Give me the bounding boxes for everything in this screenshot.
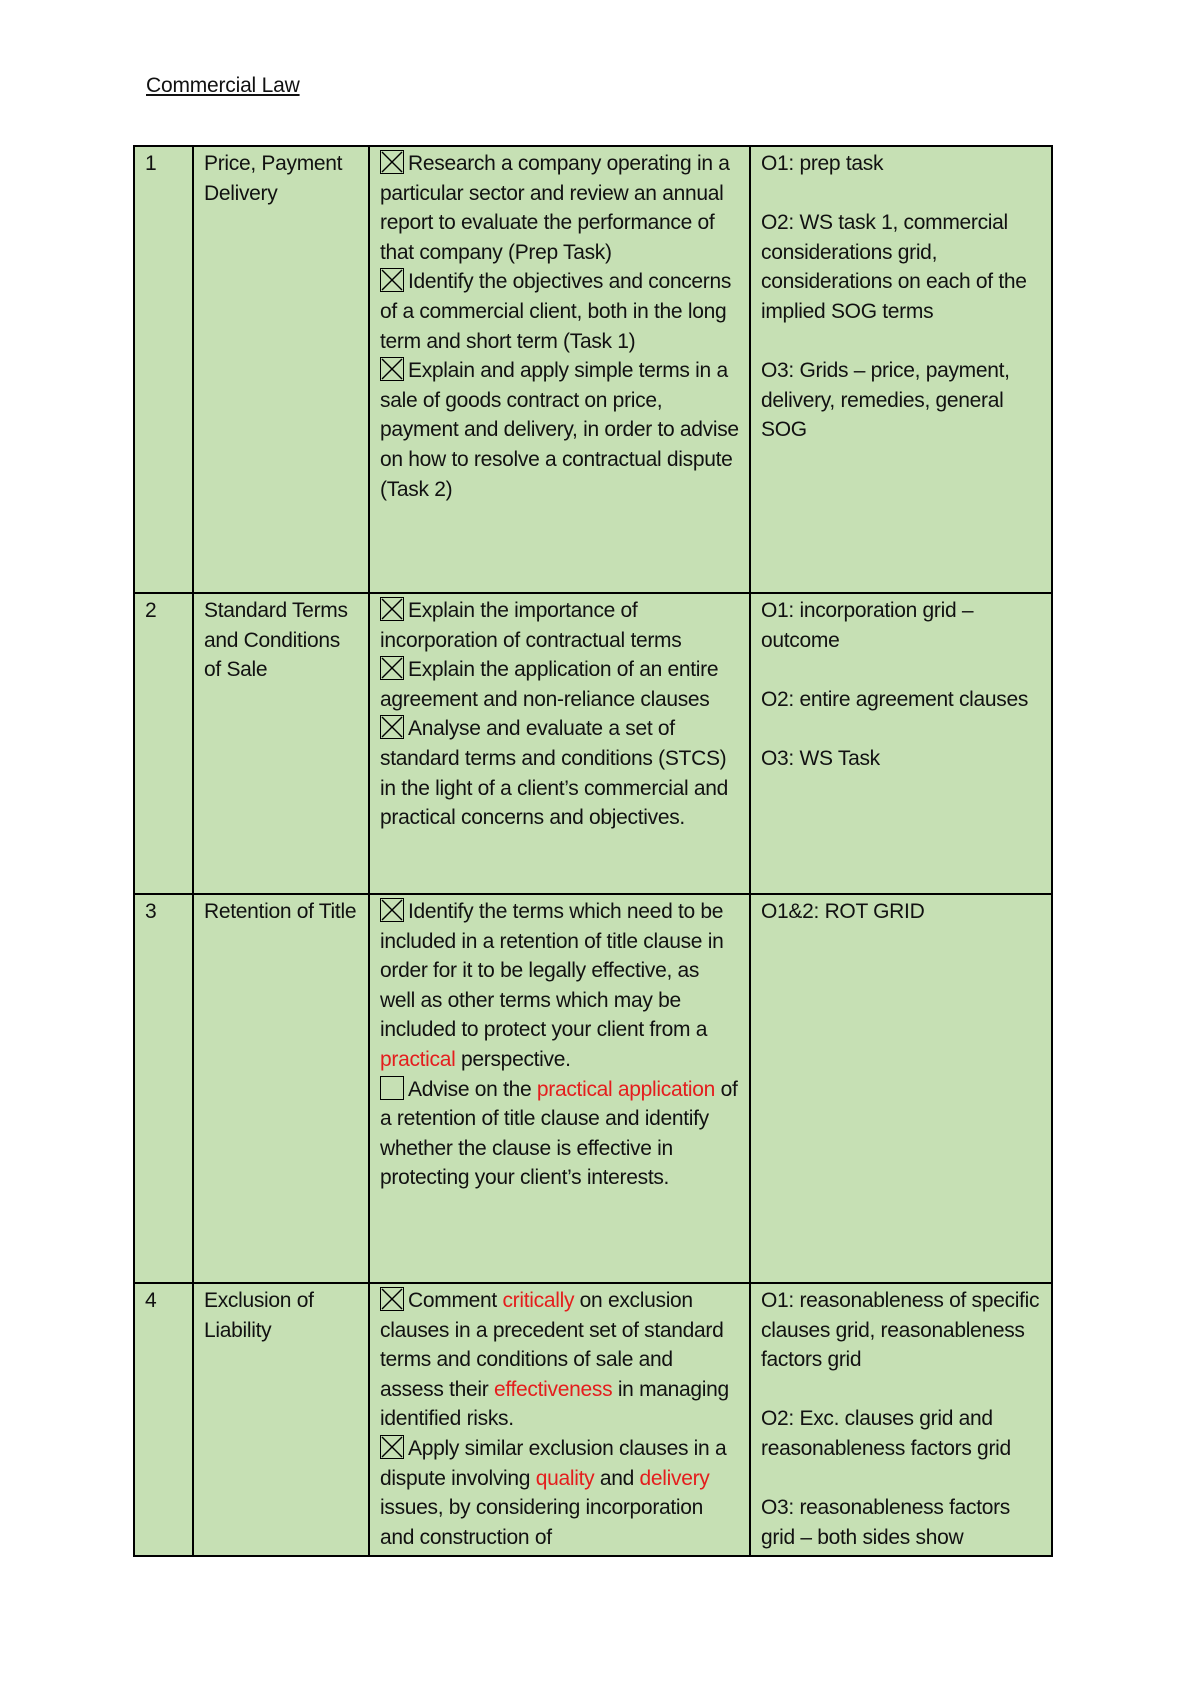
objective-text: issues, by considering incorporation and construction of <box>380 1496 704 1549</box>
objective-emphasis-text: practical <box>380 1047 456 1071</box>
objectives-cell <box>369 1283 750 1556</box>
table-row <box>134 593 1052 894</box>
objective-item <box>380 596 739 655</box>
row-number: 4 <box>145 1289 157 1312</box>
objectives-cell <box>369 894 750 1283</box>
row-number-cell <box>134 593 193 894</box>
objective-text: and <box>594 1466 640 1490</box>
checked-box-icon <box>380 715 404 739</box>
objective-text: on exclusion clauses in a precedent set of standard terms and conditions of sale and assess their <box>380 1289 724 1401</box>
note-text: O1: reasonableness of specific clauses grid, reasonableness factors grid <box>761 1289 1040 1372</box>
note-text: O2: entire agreement clauses <box>761 687 1029 711</box>
objective-item <box>380 1075 739 1193</box>
topic-label: Retention of Title <box>204 900 357 923</box>
objective-item <box>380 1286 739 1434</box>
objective-text: Research a company operating in a particular sector and review an annual report to evaluate the performance of that company (Prep Task) <box>380 152 730 264</box>
topic-label: Price, Payment Delivery <box>204 152 343 205</box>
notes-cell <box>750 894 1052 1283</box>
objective-text: Explain the application of an entire agreement and non-reliance clauses <box>380 658 719 711</box>
objective-item <box>380 655 739 714</box>
row-number: 2 <box>145 599 157 622</box>
objective-item <box>380 897 739 1075</box>
row-number: 1 <box>145 152 157 175</box>
objective-emphasis-text: practical application <box>536 1077 716 1101</box>
objective-emphasis-text: quality <box>535 1466 595 1490</box>
note-text: O3: Grids – price, payment, delivery, remedies, general SOG <box>761 359 1010 442</box>
checked-box-icon <box>380 1287 404 1311</box>
objective-item <box>380 1434 739 1552</box>
row-number-cell <box>134 894 193 1283</box>
checked-box-icon <box>380 898 404 922</box>
row-number-cell <box>134 146 193 593</box>
objective-emphasis-text: delivery <box>639 1466 710 1490</box>
objective-item <box>380 356 739 504</box>
topic-cell <box>193 1283 369 1556</box>
empty-box-icon <box>380 1076 404 1100</box>
topic-cell <box>193 894 369 1283</box>
objective-text: Analyse and evaluate a set of standard terms and conditions (STCS) in the light of a client’s commercial and practical concerns and objectives. <box>380 717 728 830</box>
objective-text: Explain and apply simple terms in a sale of goods contract on price, payment and delivery, in order to advise on how to resolve a contractual dispute (Task 2) <box>380 359 739 501</box>
syllabus-table <box>133 145 1053 1557</box>
objectives-cell <box>369 593 750 894</box>
checked-box-icon <box>380 268 404 292</box>
objective-text: Identify the terms which need to be included in a retention of title clause in order for it to be legally effective, as well as other terms which may be included to protect your client from a <box>380 900 724 1042</box>
note-text: O1: incorporation grid – outcome <box>761 599 974 652</box>
objective-text: perspective. <box>455 1047 571 1071</box>
topic-cell <box>193 593 369 894</box>
notes-cell <box>750 1283 1052 1556</box>
objective-text: Apply similar exclusion clauses in a dispute involving <box>380 1436 727 1490</box>
objective-emphasis-text: critically <box>502 1289 575 1312</box>
objective-text: Identify the objectives and concerns of a commercial client, both in the long term and short term (Task 1) <box>380 270 732 353</box>
note-text: O2: WS task 1, commercial considerations grid, considerations on each of the implied SOG terms <box>761 211 1027 323</box>
objective-text: Explain the importance of incorporation of contractual terms <box>380 599 682 652</box>
document-title: Commercial Law <box>146 74 300 97</box>
note-text: O1: prep task <box>761 152 884 175</box>
note-text: O1&2: ROT GRID <box>761 900 925 923</box>
objectives-cell <box>369 146 750 593</box>
checked-box-icon <box>380 1435 404 1459</box>
objective-item <box>380 714 739 832</box>
table-row <box>134 894 1052 1283</box>
table-row <box>134 1283 1052 1556</box>
objective-emphasis-text: effectiveness <box>493 1377 613 1401</box>
objective-text: Advise on the <box>408 1077 537 1101</box>
objective-text: in managing identified risks. <box>380 1377 729 1431</box>
row-number: 3 <box>145 900 157 923</box>
checked-box-icon <box>380 656 404 680</box>
checked-box-icon <box>380 597 404 621</box>
objective-item <box>380 149 739 267</box>
objective-text: Comment <box>408 1289 503 1312</box>
topic-label: Exclusion of Liability <box>204 1289 314 1342</box>
note-text: O3: reasonableness factors grid – both sides show <box>761 1496 1011 1549</box>
checked-box-icon <box>380 150 404 174</box>
topic-cell <box>193 146 369 593</box>
notes-cell <box>750 593 1052 894</box>
table-row <box>134 146 1052 593</box>
notes-cell <box>750 146 1052 593</box>
note-text: O2: Exc. clauses grid and reasonableness factors grid <box>761 1407 1011 1460</box>
row-number-cell <box>134 1283 193 1556</box>
objective-text: of a retention of title clause and identify whether the clause is effective in protecting your client’s interests. <box>380 1077 738 1190</box>
objective-item <box>380 267 739 356</box>
note-text: O3: WS Task <box>761 746 880 770</box>
topic-label: Standard Terms and Conditions of Sale <box>204 599 348 682</box>
checked-box-icon <box>380 357 404 381</box>
